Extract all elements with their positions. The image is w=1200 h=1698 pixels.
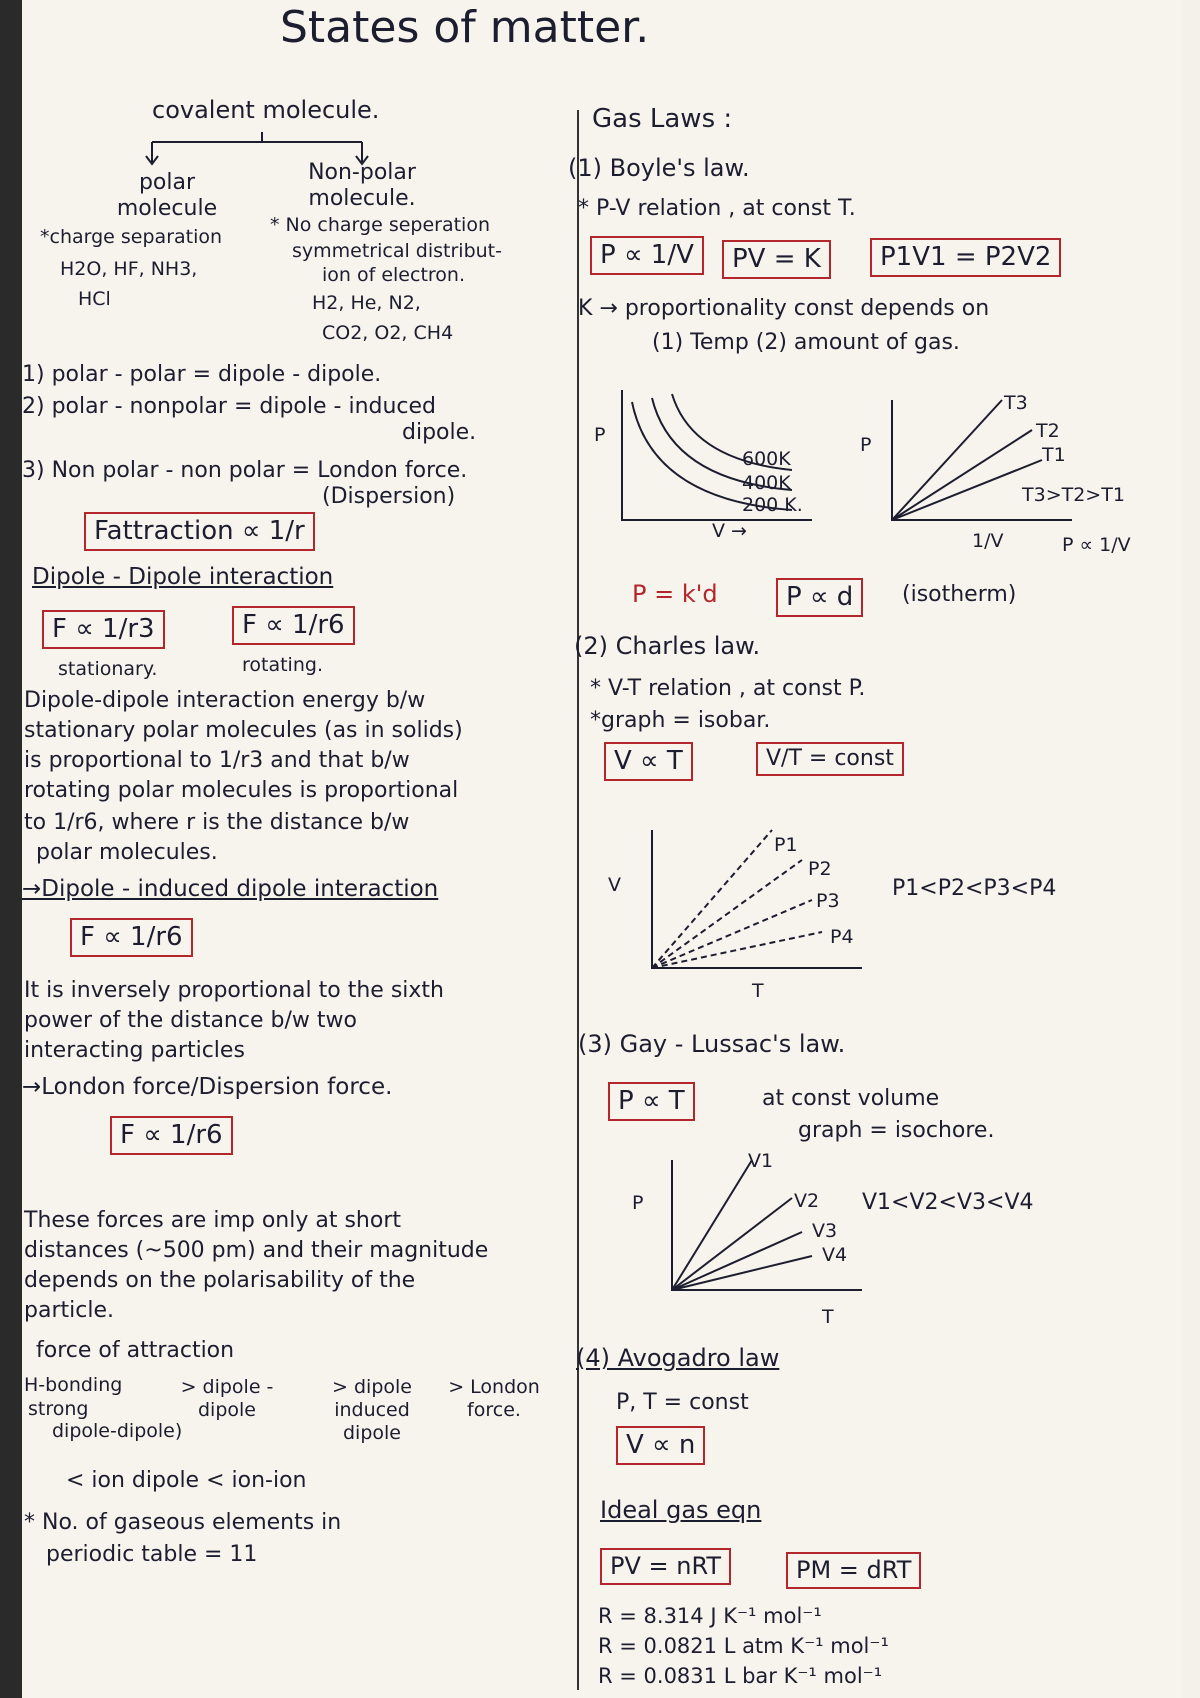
avogadro-condition: P, T = const	[616, 1390, 749, 1415]
gay-lussac-heading: (3) Gay - Lussac's law.	[578, 1030, 846, 1058]
box-charles-2: V/T = const	[756, 742, 904, 776]
g2-order: T3>T2>T1	[1022, 484, 1125, 506]
avogadro-heading: (4) Avogadro law	[576, 1344, 780, 1372]
g3-p4: P4	[830, 926, 854, 948]
box-charles-1: V ∝ T	[604, 742, 693, 781]
g2-t1: T1	[1042, 444, 1066, 466]
g2-t2: T2	[1036, 420, 1060, 442]
g4-order: V1<V2<V3<V4	[862, 1190, 1034, 1215]
box-london: F ∝ 1/r6	[110, 1116, 233, 1155]
short-distance-2: distances (~500 pm) and their magnitude	[24, 1238, 489, 1263]
g4-v1: V1	[748, 1150, 774, 1172]
gay-const: at const volume	[762, 1086, 940, 1111]
k-line-2: (1) Temp (2) amount of gas.	[652, 330, 960, 355]
graph-gay-pt	[642, 1150, 882, 1310]
ideal-gas-heading: Ideal gas eqn	[600, 1496, 762, 1524]
gaseous-elements-2: periodic table = 11	[46, 1542, 258, 1567]
nonpolar-examples-1: H2, He, N2,	[312, 292, 421, 314]
box-dd-rotating: F ∝ 1/r6	[232, 606, 355, 645]
nonpolar-molecule-label: Non-polar molecule.	[308, 160, 416, 212]
chain-dd-paren: dipole-dipole)	[52, 1420, 183, 1442]
binder-edge	[0, 0, 22, 1698]
box-gay-1: P ∝ T	[608, 1082, 695, 1121]
nonpolar-note-2: symmetrical distribut-	[292, 240, 502, 262]
g2-axis-invv: 1/V	[972, 530, 1004, 552]
g1-axis-v: V →	[712, 520, 747, 542]
box-dipole-induced: F ∝ 1/r6	[70, 918, 193, 957]
notebook-page	[22, 0, 1182, 1698]
dd-para-3: is proportional to 1/r3 and that b/w	[24, 748, 410, 773]
graph-charles-vt	[622, 820, 882, 980]
box-boyle-2: PV = K	[722, 240, 831, 279]
dd-para-6: polar molecules.	[36, 840, 218, 865]
dd-para-4: rotating polar molecules is proportional	[24, 778, 459, 803]
did-para-2: power of the distance b/w two	[24, 1008, 357, 1033]
did-para-3: interacting particles	[24, 1038, 245, 1063]
g1-axis-p: P	[594, 424, 606, 446]
g1-600k: 600K	[742, 448, 791, 470]
interaction-1: 1) polar - polar = dipole - dipole.	[22, 362, 382, 387]
g3-p1: P1	[774, 834, 798, 856]
london-heading: →London force/Dispersion force.	[22, 1074, 393, 1100]
page-title: States of matter.	[280, 2, 650, 53]
dd-para-5: to 1/r6, where r is the distance b/w	[24, 810, 410, 835]
chain-london: > London force.	[448, 1376, 540, 1421]
chain-hbonding: H-bonding	[24, 1374, 123, 1396]
interaction-3: 3) Non polar - non polar = London force.	[22, 458, 468, 483]
isobar-p3	[652, 900, 812, 968]
g2-p-prop: P ∝ 1/V	[1062, 534, 1131, 556]
charles-heading: (2) Charles law.	[574, 632, 761, 660]
g2-t3: T3	[1004, 392, 1028, 414]
nonpolar-note-3: ion of electron.	[322, 264, 465, 286]
chain-ion: < ion dipole < ion-ion	[66, 1468, 307, 1493]
g4-v2: V2	[794, 1190, 820, 1212]
g3-order: P1<P2<P3<P4	[892, 876, 1057, 901]
g3-axis-t: T	[752, 980, 764, 1002]
dd-para-2: stationary polar molecules (as in solids)	[24, 718, 463, 743]
dd-para-1: Dipole-dipole interaction energy b/w	[24, 688, 426, 713]
charles-graph: *graph = isobar.	[590, 708, 771, 733]
isochore-v1	[672, 1160, 752, 1290]
gas-laws-heading: Gas Laws :	[592, 104, 733, 134]
g2-axis-p: P	[860, 434, 872, 456]
p-kd: P = k'd	[632, 580, 718, 608]
r-value-3: R = 0.0831 L bar K⁻¹ mol⁻¹	[598, 1664, 883, 1688]
chain-strong: strong	[28, 1398, 89, 1420]
k-line-1: K → proportionality const depends on	[578, 296, 990, 321]
g4-axis-t: T	[822, 1306, 834, 1328]
polar-molecule-label: polar molecule	[116, 170, 218, 222]
g3-axis-v: V	[608, 874, 621, 896]
gaseous-elements-1: * No. of gaseous elements in	[24, 1510, 342, 1535]
column-divider	[577, 110, 579, 1690]
g1-400k: 400K	[742, 472, 791, 494]
box-dd-stationary: F ∝ 1/r3	[42, 610, 165, 649]
isobar-p2	[652, 860, 802, 968]
g1-200k: 200 K.	[742, 494, 803, 516]
g3-p3: P3	[816, 890, 840, 912]
box-boyle-1: P ∝ 1/V	[590, 236, 704, 275]
g3-p2: P2	[808, 858, 832, 880]
isotherm-label: (isotherm)	[902, 582, 1017, 607]
line-t1	[892, 460, 1042, 520]
box-boyle-3: P1V1 = P2V2	[870, 238, 1061, 277]
nonpolar-examples-2: CO2, O2, CH4	[322, 322, 454, 344]
chain-dipole-dipole: > dipole - dipole	[180, 1376, 274, 1421]
boyle-relation: * P-V relation , at const T.	[578, 196, 856, 221]
nonpolar-note-1: * No charge seperation	[270, 214, 491, 236]
r-value-1: R = 8.314 J K⁻¹ mol⁻¹	[598, 1604, 822, 1628]
g4-v3: V3	[812, 1220, 838, 1242]
label-stationary: stationary.	[58, 658, 158, 680]
box-ideal-2: PM = dRT	[786, 1552, 921, 1589]
polar-note: *charge separation	[40, 226, 223, 248]
interaction-2: 2) polar - nonpolar = dipole - induced	[22, 394, 437, 419]
box-attraction: Fattraction ∝ 1/r	[84, 512, 315, 551]
short-distance-1: These forces are imp only at short	[24, 1208, 401, 1233]
interaction-2-cont: dipole.	[402, 420, 477, 445]
polar-examples-1: H2O, HF, NH3,	[60, 258, 198, 280]
r-value-2: R = 0.0821 L atm K⁻¹ mol⁻¹	[598, 1634, 889, 1658]
interaction-3-cont: (Dispersion)	[322, 484, 456, 509]
g4-axis-p: P	[632, 1192, 644, 1214]
did-para-1: It is inversely proportional to the sixth	[24, 978, 444, 1003]
gay-graph: graph = isochore.	[798, 1118, 995, 1143]
boyle-heading: (1) Boyle's law.	[568, 154, 750, 182]
dipole-dipole-heading: Dipole - Dipole interaction	[32, 564, 334, 590]
charles-relation: * V-T relation , at const P.	[590, 676, 866, 701]
covalent-heading: covalent molecule.	[152, 96, 380, 124]
polar-examples-2: HCl	[78, 288, 111, 310]
box-p-d: P ∝ d	[776, 578, 863, 617]
chain-dipole-induced: > dipole induced dipole	[332, 1376, 412, 1444]
box-ideal-1: PV = nRT	[600, 1548, 731, 1585]
label-rotating: rotating.	[242, 654, 323, 676]
short-distance-3: depends on the polarisability of the	[24, 1268, 416, 1293]
short-distance-4: particle.	[24, 1298, 114, 1323]
box-avogadro: V ∝ n	[616, 1426, 705, 1465]
g4-v4: V4	[822, 1244, 848, 1266]
force-of-attraction: force of attraction	[36, 1338, 235, 1363]
dipole-induced-heading: →Dipole - induced dipole interaction	[22, 876, 439, 902]
